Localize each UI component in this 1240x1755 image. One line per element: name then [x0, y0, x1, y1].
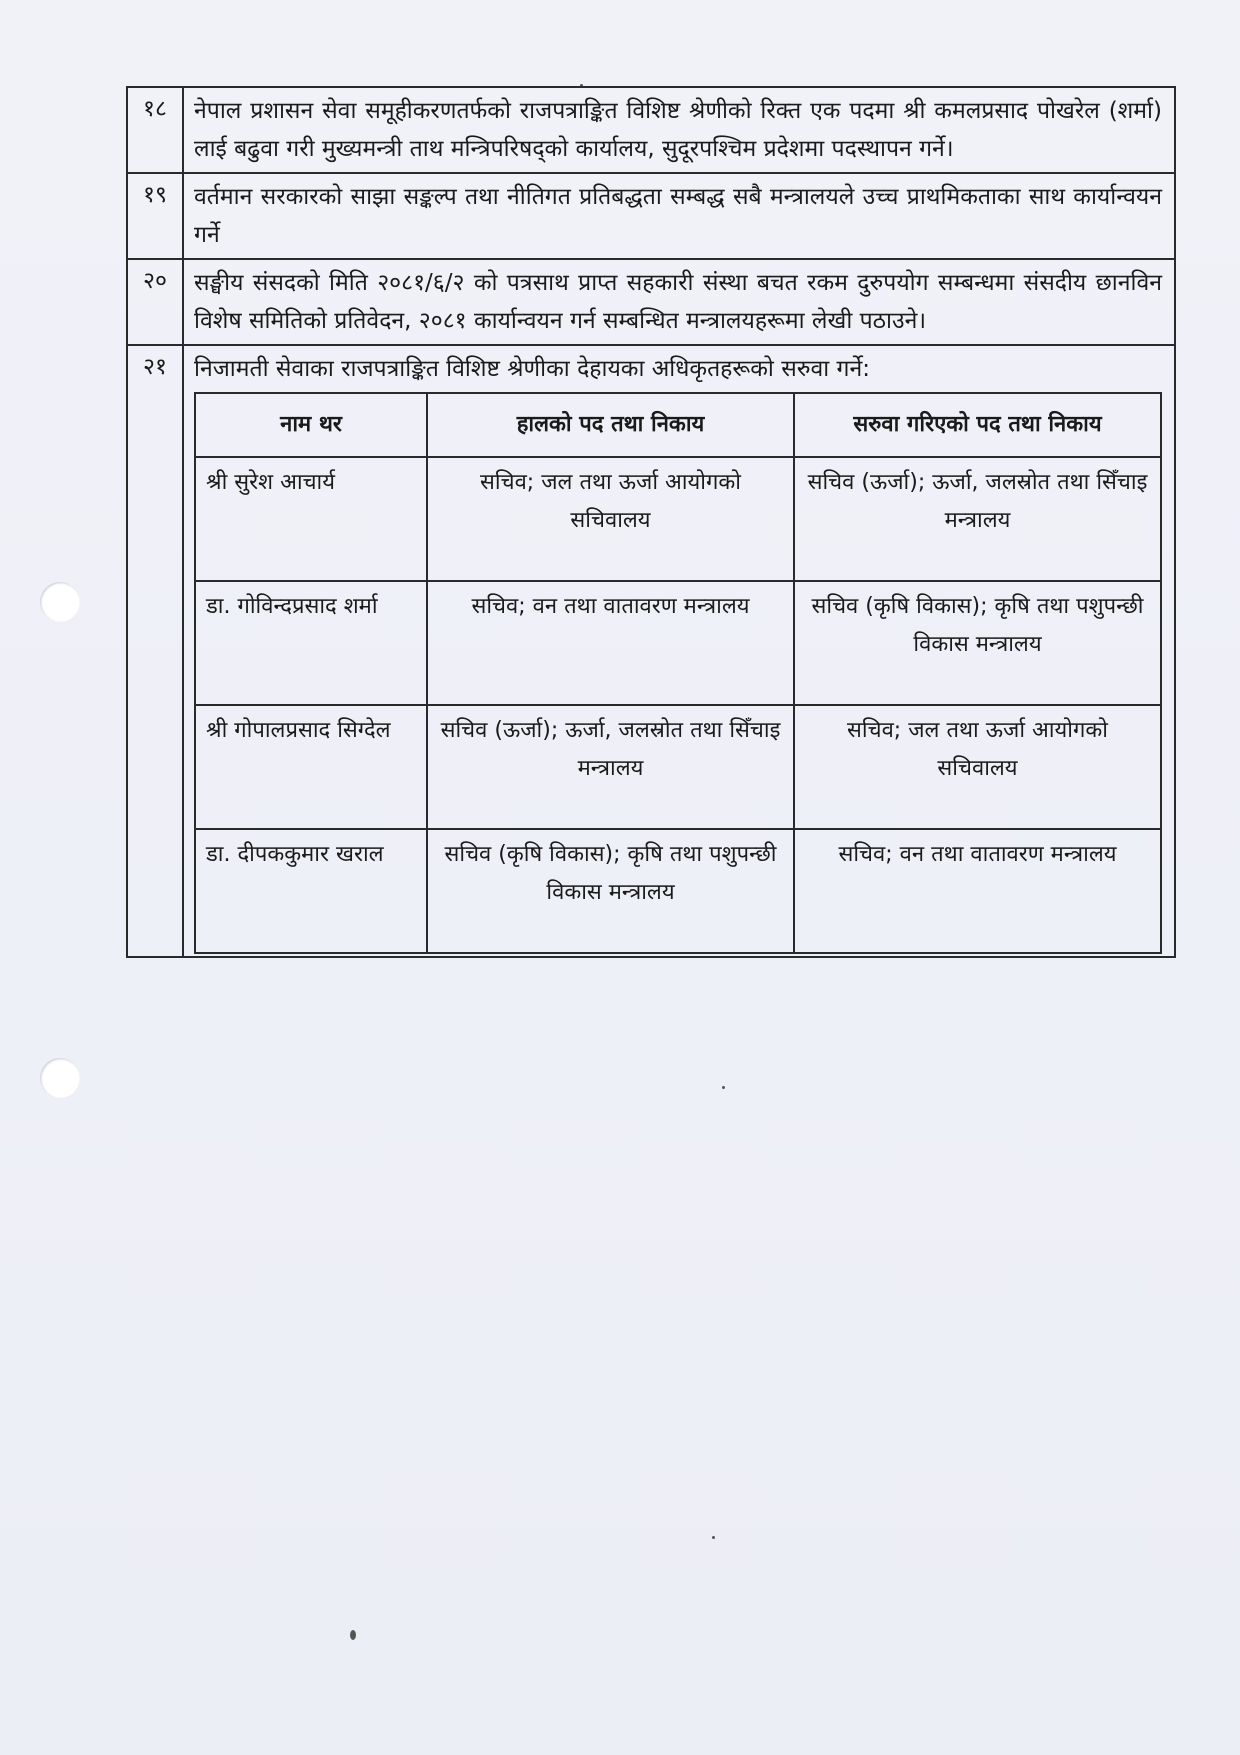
decision-number: २०	[127, 259, 183, 345]
punch-hole	[40, 1058, 80, 1098]
officer-name: डा. दीपककुमार खराल	[195, 829, 427, 953]
decision-text: निजामती सेवाका राजपत्राङ्कित विशिष्ट श्रेणीका देहायका अधिकृतहरूको सरुवा गर्ने:	[194, 356, 871, 382]
scan-speck	[712, 1536, 715, 1539]
current-post: सचिव; वन तथा वातावरण मन्त्रालय	[427, 581, 794, 705]
transferred-post: सचिव (कृषि विकास); कृषि तथा पशुपन्छी विकास मन्त्रालय	[794, 581, 1161, 705]
officer-name: श्री गोपालप्रसाद सिग्देल	[195, 705, 427, 829]
decision-row	[127, 87, 1175, 173]
transfer-header-row	[195, 393, 1161, 457]
decision-text: सङ्घीय संसदको मिति २०८१/६/२ को पत्रसाथ प्राप्त सहकारी संस्था बचत रकम दुरुपयोग सम्बन्धमा संसदीय छानविन विशेष समितिको प्रतिवेदन, २०८१ कार्यान्वयन गर्न सम्बन्धित मन्त्रालयहरूमा लेखी पठाउने।	[183, 259, 1175, 345]
decision-number: १८	[127, 87, 183, 173]
transfer-row	[195, 581, 1161, 705]
decision-row	[127, 345, 1175, 957]
transfer-row	[195, 829, 1161, 953]
scan-speck	[722, 1086, 725, 1089]
decision-row	[127, 259, 1175, 345]
decision-text: वर्तमान सरकारको साझा सङ्कल्प तथा नीतिगत प्रतिबद्धता सम्बद्ध सबै मन्त्रालयले उच्च प्राथमिकताका साथ कार्यान्वयन गर्ने	[183, 173, 1175, 259]
transferred-post: सचिव; वन तथा वातावरण मन्त्रालय	[794, 829, 1161, 953]
decision-number: १९	[127, 173, 183, 259]
header-transferred-post: सरुवा गरिएको पद तथा निकाय	[794, 393, 1161, 457]
transfer-table	[194, 392, 1162, 954]
header-name: नाम थर	[195, 393, 427, 457]
current-post: सचिव; जल तथा ऊर्जा आयोगको सचिवालय	[427, 457, 794, 581]
officer-name: श्री सुरेश आचार्य	[195, 457, 427, 581]
transferred-post: सचिव (ऊर्जा); ऊर्जा, जलस्रोत तथा सिँचाइ मन्त्रालय	[794, 457, 1161, 581]
punch-hole	[40, 582, 80, 622]
transferred-post: सचिव; जल तथा ऊर्जा आयोगको सचिवालय	[794, 705, 1161, 829]
transfer-row	[195, 705, 1161, 829]
scan-speck	[350, 1630, 356, 1640]
decision-row	[127, 173, 1175, 259]
decision-text: नेपाल प्रशासन सेवा समूहीकरणतर्फको राजपत्राङ्कित विशिष्ट श्रेणीको रिक्त एक पदमा श्री कमलप्रसाद पोखरेल (शर्मा) लाई बढुवा गरी मुख्यमन्त्री ताथ मन्त्रिपरिषद्को कार्यालय, सुदूरपश्चिम प्रदेशमा पदस्थापन गर्ने।	[183, 87, 1175, 173]
decisions-table	[126, 86, 1176, 958]
decision-number: २१	[127, 345, 183, 957]
header-current-post: हालको पद तथा निकाय	[427, 393, 794, 457]
current-post: सचिव (ऊर्जा); ऊर्जा, जलस्रोत तथा सिँचाइ मन्त्रालय	[427, 705, 794, 829]
officer-name: डा. गोविन्दप्रसाद शर्मा	[195, 581, 427, 705]
decision-cell-with-table	[183, 345, 1175, 957]
transfer-row	[195, 457, 1161, 581]
current-post: सचिव (कृषि विकास); कृषि तथा पशुपन्छी विकास मन्त्रालय	[427, 829, 794, 953]
